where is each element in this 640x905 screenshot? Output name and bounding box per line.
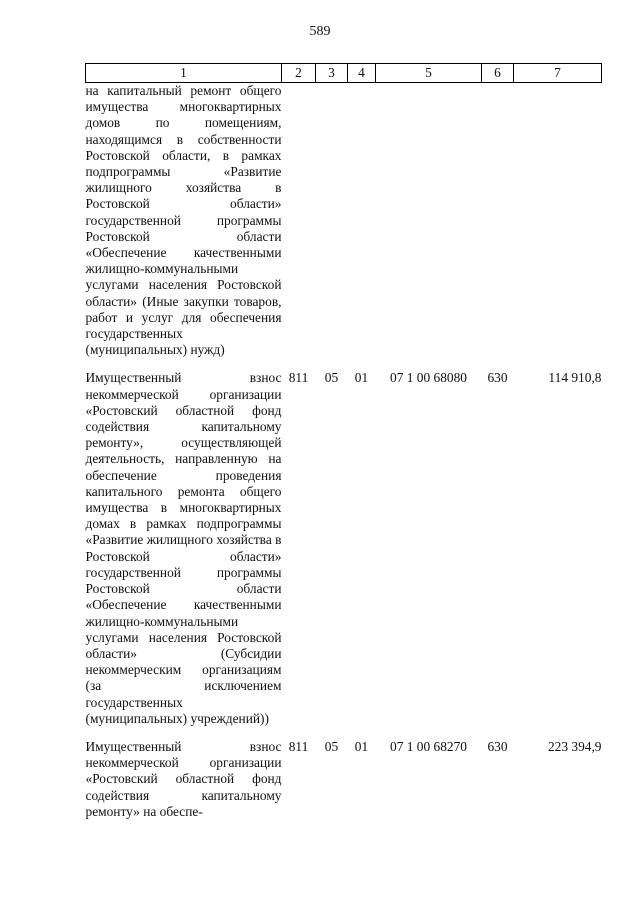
row-amount [514,83,602,359]
row-code-5: 07 1 00 68270 [390,738,467,754]
header-col-7: 7 [514,64,602,83]
row-code-5: 07 1 00 68080 [390,370,467,386]
table-row [86,83,602,359]
row-amount: 223 394,9 [547,738,602,754]
header-col-1: 1 [86,64,282,83]
header-col-2: 2 [282,64,316,83]
row-code-4: 01 [354,370,369,386]
row-code-6: 630 [487,738,508,754]
header-col-3: 3 [316,64,348,83]
row-code-5 [376,83,482,359]
header-row [86,64,602,83]
row-code-3: 05 [324,738,339,754]
row-code-4 [348,83,376,359]
row-description: Имущественный взнос некоммерческой организации «Ростовский областной фонд содействия капитальному ремонту» на обеспе- [85,738,282,819]
header-col-5: 5 [376,64,482,83]
header-col-4: 4 [348,64,376,83]
row-code-2: 811 [288,738,309,754]
row-amount: 114 910,8 [548,370,602,386]
row-code-2 [282,83,316,359]
budget-table [85,63,602,820]
table-row [86,739,602,820]
row-code-3: 05 [324,370,339,386]
row-code-3 [316,83,348,359]
header-col-6: 6 [482,64,514,83]
row-code-2: 811 [288,370,309,386]
row-code-6 [482,83,514,359]
table-row [86,370,602,726]
row-code-4: 01 [354,738,369,754]
row-description: Имущественный взнос некоммерческой организации «Ростовский областной фонд содействия капитальному ремонту», осуществляющей деятельность, направленную на обеспечение проведения капитального ремонта общего имущества в многоквартирных домах в рамках подпрограммы «Развитие жилищного хозяйства в Ростовской области» государственной программы Ростовской области «Обеспечение качественными жилищно-коммунальными услугами населения Ростовской области» (Субсидии некоммерческим организациям (за исключением государственных (муниципальных) учреждений)) [85,370,282,726]
row-code-6: 630 [487,370,508,386]
row-description: на капитальный ремонт общего имущества многоквартирных домов по помещениям, находящимся в собственности Ростовской области, в рамках подпрограммы «Развитие жилищного хозяйства в Ростовской области» государственной программы Ростовской области «Обеспечение качественными жилищно-коммунальными услугами населения Ростовской области» (Иные закупки товаров, работ и услуг для обеспечения государственных (муниципальных) нужд) [85,83,282,358]
page-number: 589 [309,24,331,39]
